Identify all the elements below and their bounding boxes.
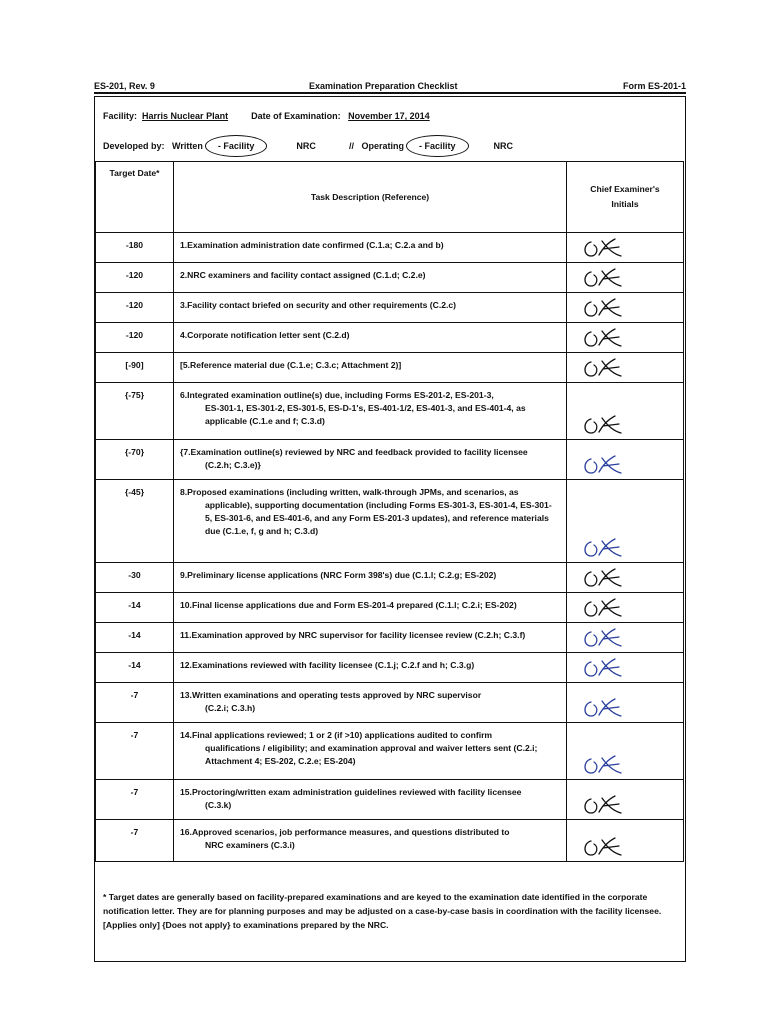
target-date-cell: {-75} bbox=[96, 383, 174, 440]
task-description-cell bbox=[174, 683, 567, 723]
task-description-cell bbox=[174, 593, 567, 623]
handwritten-initials bbox=[581, 696, 633, 720]
form-title: Examination Preparation Checklist bbox=[309, 81, 458, 91]
handwritten-initials bbox=[581, 566, 633, 590]
initials-cell bbox=[567, 440, 684, 480]
table-row bbox=[96, 480, 684, 563]
exam-date-value: November 17, 2014 bbox=[348, 111, 430, 121]
task-text: 3.Facility contact briefed on security and other requirements (C.2.c) bbox=[180, 300, 457, 310]
written-nrc-label: NRC bbox=[296, 141, 316, 151]
handwritten-initials bbox=[581, 326, 633, 350]
handwritten-initials bbox=[581, 793, 633, 817]
written-label: Written bbox=[172, 141, 203, 151]
operating-label: Operating bbox=[361, 141, 404, 151]
task-table bbox=[95, 161, 684, 862]
task-description-cell bbox=[174, 480, 567, 563]
initials-cell bbox=[567, 383, 684, 440]
task-text: 16.Approved scenarios, job performance measures, and questions distributed to bbox=[180, 827, 510, 837]
target-date-cell: -14 bbox=[96, 593, 174, 623]
separator: // bbox=[348, 141, 354, 151]
target-date-cell: -7 bbox=[96, 683, 174, 723]
task-text-continued: applicable), supporting documentation (including Forms ES-301-3, ES-301-4, ES-301-5, ES-301-6, and ES-401-6, and any Form ES-201-3 updates), and reference materials due (C.1.e, f, g and h; C.3.d) bbox=[205, 500, 552, 536]
initials-cell bbox=[567, 723, 684, 780]
initials-cell bbox=[567, 263, 684, 293]
task-description-cell bbox=[174, 780, 567, 820]
operating-facility-circled: - Facility bbox=[406, 135, 469, 157]
task-text: 4.Corporate notification letter sent (C.2.d) bbox=[180, 330, 350, 340]
task-text: 6.Integrated examination outline(s) due, including Forms ES-201-2, ES-201-3, bbox=[180, 390, 494, 400]
task-text-continued: (C.2.h; C.3.e)} bbox=[205, 460, 261, 470]
task-text-continued: qualifications / eligibility; and examination approval and waiver letters sent (C.2.i; Attachment 4; ES-202, C.2.e; ES-204) bbox=[205, 743, 538, 766]
header-rule bbox=[94, 92, 686, 94]
target-date-cell: -120 bbox=[96, 323, 174, 353]
chief-initials-header: Chief Examiner's Initials bbox=[567, 162, 684, 233]
initials-cell bbox=[567, 820, 684, 862]
task-description-cell bbox=[174, 723, 567, 780]
table-row bbox=[96, 293, 684, 323]
table-row bbox=[96, 563, 684, 593]
handwritten-initials bbox=[581, 236, 633, 260]
target-date-header: Target Date* bbox=[96, 162, 174, 233]
handwritten-initials bbox=[581, 356, 633, 380]
written-facility-circled: - Facility bbox=[205, 135, 268, 157]
initials-cell bbox=[567, 323, 684, 353]
task-text: 8.Proposed examinations (including written, walk-through JPMs, and scenarios, as bbox=[180, 487, 519, 497]
task-text: [5.Reference material due (C.1.e; C.3.c; Attachment 2)] bbox=[180, 360, 402, 370]
task-description-cell bbox=[174, 233, 567, 263]
task-text: {7.Examination outline(s) reviewed by NRC and feedback provided to facility licensee bbox=[180, 447, 528, 457]
table-row bbox=[96, 593, 684, 623]
developed-by-line bbox=[103, 135, 513, 157]
exam-date-label: Date of Examination: bbox=[251, 111, 341, 121]
initials-cell bbox=[567, 293, 684, 323]
handwritten-initials bbox=[581, 453, 633, 477]
task-description-header: Task Description (Reference) bbox=[174, 162, 567, 233]
table-row bbox=[96, 780, 684, 820]
task-text: 14.Final applications reviewed; 1 or 2 (if >10) applications audited to confirm bbox=[180, 730, 493, 740]
initials-cell bbox=[567, 683, 684, 723]
table-row bbox=[96, 353, 684, 383]
task-description-cell bbox=[174, 383, 567, 440]
task-text-continued: (C.3.k) bbox=[205, 800, 232, 810]
target-date-cell: -120 bbox=[96, 263, 174, 293]
handwritten-initials bbox=[581, 296, 633, 320]
facility-label: Facility: bbox=[103, 111, 138, 121]
task-description-cell bbox=[174, 653, 567, 683]
table-row bbox=[96, 683, 684, 723]
initials-cell bbox=[567, 563, 684, 593]
task-text-continued: (C.2.i; C.3.h) bbox=[205, 703, 256, 713]
table-row bbox=[96, 653, 684, 683]
task-text: 10.Final license applications due and Form ES-201-4 prepared (C.1.l; C.2.i; ES-202) bbox=[180, 600, 517, 610]
task-text: 11.Examination approved by NRC supervisor for facility licensee review (C.2.h; C.3.f) bbox=[180, 630, 526, 640]
table-row bbox=[96, 723, 684, 780]
task-text: 1.Examination administration date confirmed (C.1.a; C.2.a and b) bbox=[180, 240, 444, 250]
task-text: 9.Preliminary license applications (NRC Form 398's) due (C.1.l; C.2.g; ES-202) bbox=[180, 570, 497, 580]
handwritten-initials bbox=[581, 835, 633, 859]
task-text-continued: NRC examiners (C.3.i) bbox=[205, 840, 295, 850]
footnote-text: * Target dates are generally based on facility-prepared examinations and are keyed to the examination date identified in the corporate notification letter. They are for planning purposes and may be adjusted on a case-by-case basis in coordination with the facility licensee. bbox=[103, 892, 662, 916]
form-number: Form ES-201-1 bbox=[622, 81, 686, 91]
checklist-form bbox=[94, 96, 686, 962]
target-date-cell: {-45} bbox=[96, 480, 174, 563]
footnote-applies: [Applies only] {Does not apply} to examinations prepared by the NRC. bbox=[103, 920, 389, 930]
target-date-cell: -7 bbox=[96, 723, 174, 780]
target-date-cell: {-70} bbox=[96, 440, 174, 480]
handwritten-initials bbox=[581, 596, 633, 620]
task-text: 15.Proctoring/written exam administration guidelines reviewed with facility licensee bbox=[180, 787, 522, 797]
initials-cell bbox=[567, 353, 684, 383]
handwritten-initials bbox=[581, 413, 633, 437]
task-description-cell bbox=[174, 263, 567, 293]
initials-cell bbox=[567, 593, 684, 623]
table-row bbox=[96, 623, 684, 653]
facility-value: Harris Nuclear Plant bbox=[142, 111, 229, 121]
handwritten-initials bbox=[581, 753, 633, 777]
target-date-cell: -30 bbox=[96, 563, 174, 593]
target-date-cell: -120 bbox=[96, 293, 174, 323]
revision-label: ES-201, Rev. 9 bbox=[94, 81, 155, 91]
facility-line bbox=[103, 111, 430, 121]
table-row bbox=[96, 820, 684, 862]
table-row bbox=[96, 263, 684, 293]
task-description-cell bbox=[174, 563, 567, 593]
target-date-cell: -14 bbox=[96, 623, 174, 653]
target-date-cell: -7 bbox=[96, 780, 174, 820]
table-row bbox=[96, 383, 684, 440]
task-description-cell bbox=[174, 440, 567, 480]
initials-cell bbox=[567, 623, 684, 653]
task-description-cell bbox=[174, 353, 567, 383]
operating-nrc-label: NRC bbox=[493, 141, 514, 151]
handwritten-initials bbox=[581, 656, 633, 680]
task-description-cell bbox=[174, 820, 567, 862]
initials-cell bbox=[567, 480, 684, 563]
task-text: 13.Written examinations and operating tests approved by NRC supervisor bbox=[180, 690, 482, 700]
task-description-cell bbox=[174, 323, 567, 353]
task-description-cell bbox=[174, 293, 567, 323]
developed-by-label: Developed by: bbox=[103, 141, 165, 151]
task-text: 2.NRC examiners and facility contact assigned (C.1.d; C.2.e) bbox=[180, 270, 426, 280]
target-date-cell: [-90] bbox=[96, 353, 174, 383]
table-row bbox=[96, 323, 684, 353]
handwritten-initials bbox=[581, 536, 633, 560]
task-text-continued: ES-301-1, ES-301-2, ES-301-5, ES-D-1's, ES-401-1/2, ES-401-3, and ES-401-4, as applicable (C.1.e and f; C.3.d) bbox=[205, 403, 526, 426]
initials-cell bbox=[567, 233, 684, 263]
initials-cell bbox=[567, 780, 684, 820]
table-header-row bbox=[96, 162, 684, 233]
form-header bbox=[94, 79, 686, 93]
target-date-cell: -7 bbox=[96, 820, 174, 862]
initials-cell bbox=[567, 653, 684, 683]
task-description-cell bbox=[174, 623, 567, 653]
table-row bbox=[96, 440, 684, 480]
table-row bbox=[96, 233, 684, 263]
footnote bbox=[103, 890, 678, 932]
handwritten-initials bbox=[581, 626, 633, 650]
handwritten-initials bbox=[581, 266, 633, 290]
task-text: 12.Examinations reviewed with facility licensee (C.1.j; C.2.f and h; C.3.g) bbox=[180, 660, 475, 670]
target-date-cell: -14 bbox=[96, 653, 174, 683]
target-date-cell: -180 bbox=[96, 233, 174, 263]
